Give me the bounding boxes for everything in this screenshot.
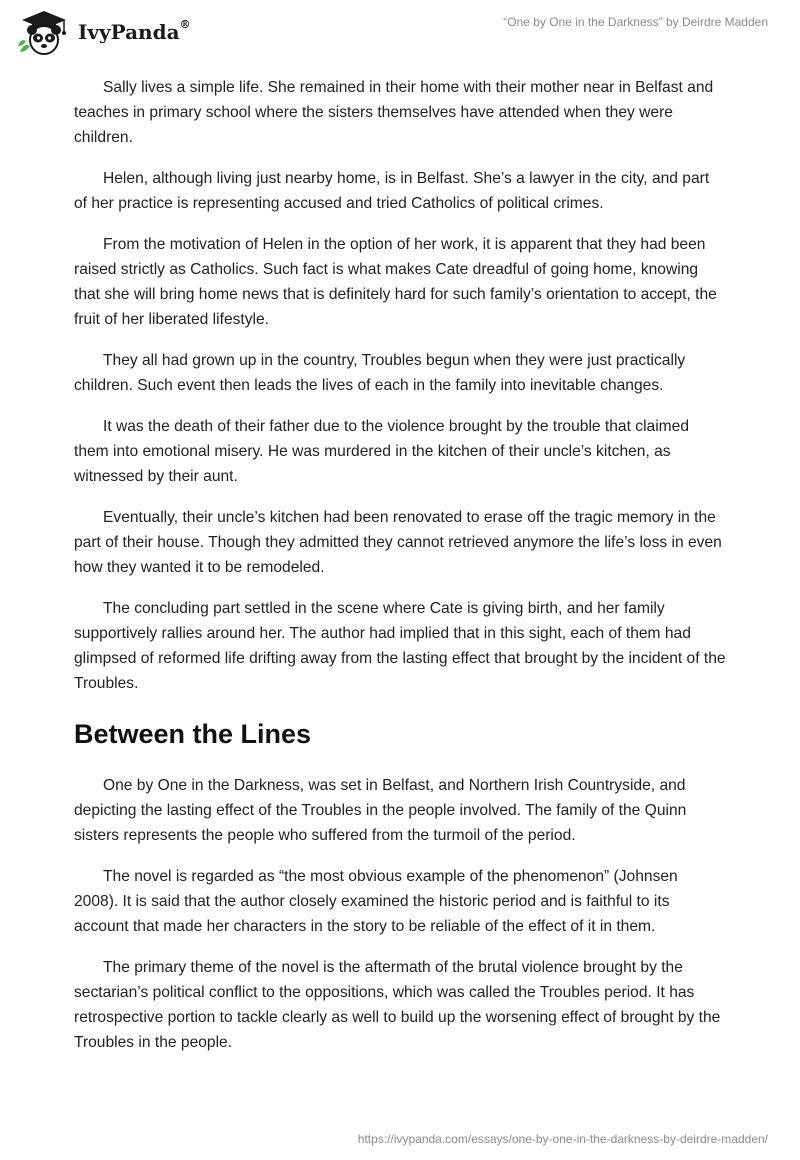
paragraph: It was the death of their father due to the violence brought by the trouble that claimed them into emotional misery. He was murdered in the kitchen of their uncle’s kitchen, as witnessed by their aunt.	[74, 418, 689, 485]
essay-body	[74, 75, 726, 1071]
page-header	[0, 0, 800, 60]
paragraph: The concluding part settled in the scene where Cate is giving birth, and her family supportively rallies around her. The author had implied that in this sight, each of them had glimpsed of reformed life drifting away from the lasting effect that brought by the incident of the Troubles.	[74, 600, 726, 692]
paragraph: They all had grown up in the country, Troubles begun when they were just practically children. Such event then leads the lives of each in the family into inevitable changes.	[74, 352, 686, 394]
source-url[interactable]: https://ivypanda.com/essays/one-by-one-in-the-darkness-by-deirdre-madden/	[357, 1132, 768, 1146]
paragraph: The novel is regarded as “the most obvious example of the phenomenon” (Johnsen 2008). It is said that the author closely examined the historic period and is faithful to its account that made her characters in the story to be reliable of the effect of it in them.	[74, 868, 678, 935]
document-title: “One by One in the Darkness” by Deirdre Madden	[503, 15, 768, 29]
paragraph: The primary theme of the novel is the aftermath of the brutal violence brought by the sectarian’s political conflict to the oppositions, which was called the Troubles period. It has retrospective portion to tackle clearly as well to build up the worsening effect of brought by the Troubles in the people.	[74, 959, 721, 1051]
ivypanda-logo[interactable]	[14, 8, 191, 58]
section-heading: Between the Lines	[74, 719, 312, 749]
logo-wordmark: IvyPanda®	[78, 18, 191, 44]
paragraph: Helen, although living just nearby home, is in Belfast. She’s a lawyer in the city, and part of her practice is representing accused and tried Catholics of political crimes.	[74, 170, 710, 212]
panda-graduation-icon	[14, 8, 74, 58]
paragraph: One by One in the Darkness, was set in Belfast, and Northern Irish Countryside, and depicting the lasting effect of the Troubles in the people involved. The family of the Quinn sisters represents the people who suffered from the turmoil of the period.	[74, 777, 687, 844]
paragraph: From the motivation of Helen in the option of her work, it is apparent that they had been raised strictly as Catholics. Such fact is what makes Cate dreadful of going home, knowing that she will bring home news that is definitely hard for such family’s orientation to accept, the fruit of her liberated lifestyle.	[74, 236, 717, 328]
paragraph: Eventually, their uncle’s kitchen had been renovated to erase off the tragic memory in the part of their house. Though they admitted they cannot retrieved anymore the life’s loss in even how they wanted it to be remodeled.	[74, 509, 722, 576]
paragraph: Sally lives a simple life. She remained in their home with their mother near in Belfast and teaches in primary school where the sisters themselves have attended when they were children.	[74, 79, 714, 146]
